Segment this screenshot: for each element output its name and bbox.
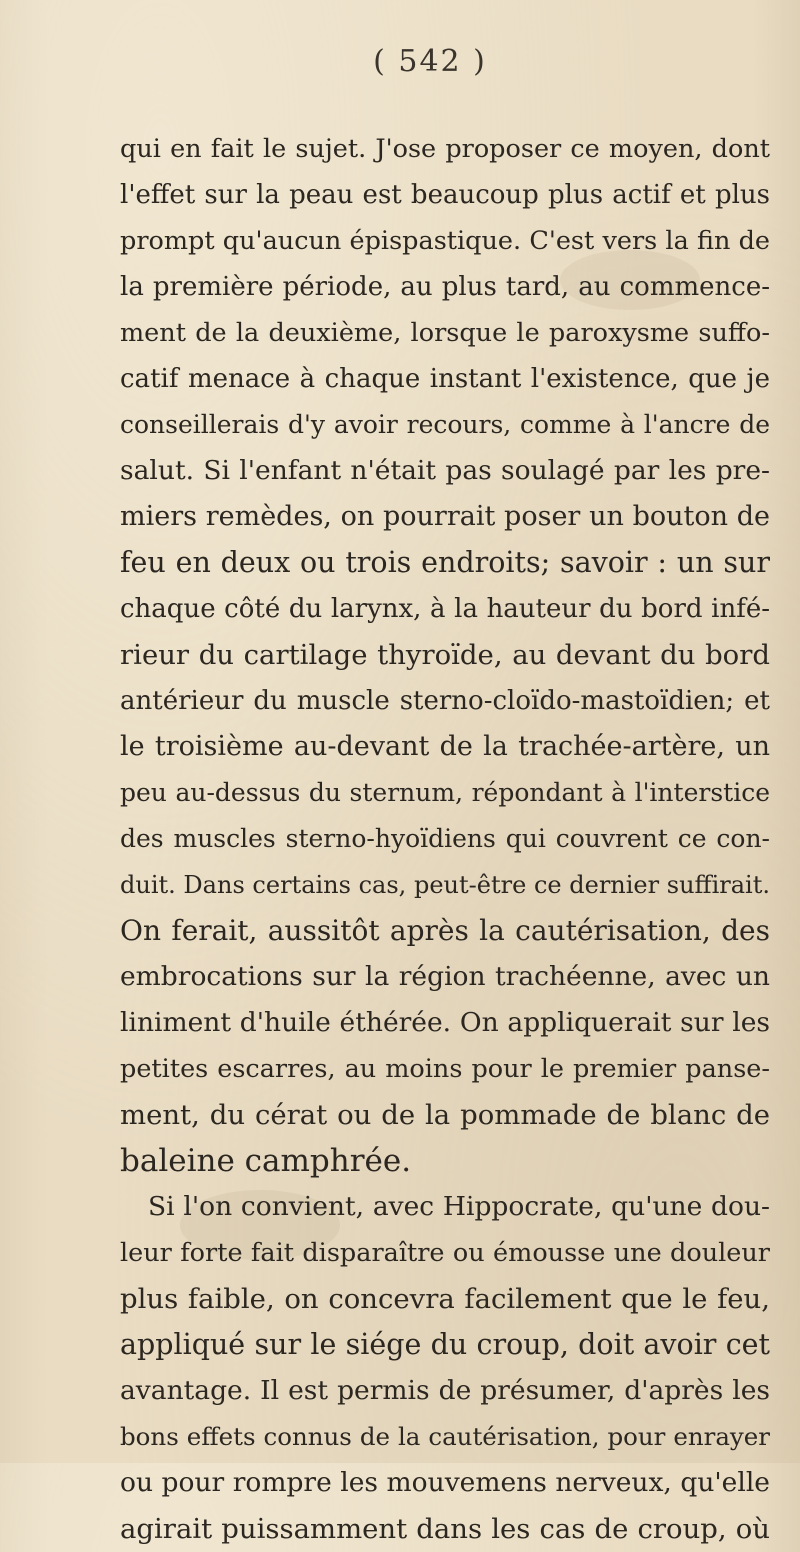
text-line: ou pour rompre les mouvemens nerveux, qu'elle: [120, 1467, 770, 1498]
text-line: avantage. Il est permis de présumer, d'après les: [120, 1375, 770, 1406]
text-line: bons effets connus de la cautérisation, pour enrayer: [120, 1422, 770, 1451]
text-line: antérieur du muscle sterno-cloïdo-mastoïdien; et: [120, 686, 770, 716]
text-line: leur forte fait disparaître ou émousse une douleur: [120, 1238, 770, 1268]
text-line: agirait puissamment dans les cas de croup, où: [120, 1513, 770, 1545]
text-line: plus faible, on concevra facilement que le feu,: [120, 1283, 770, 1315]
paragraph-end-line: baleine camphrée.: [120, 1143, 412, 1179]
text-line: qui en fait le sujet. J'ose proposer ce moyen, dont: [120, 134, 770, 164]
text-line: petites escarres, au moins pour le premier panse-: [120, 1054, 770, 1084]
text-line: le troisième au-devant de la trachée-artère, un: [120, 731, 770, 762]
text-line: duit. Dans certains cas, peut-être ce dernier suffirait.: [120, 871, 770, 899]
text-line: conseillerais d'y avoir recours, comme à l'ancre de: [120, 410, 770, 439]
paragraph-start-line: Si l'on convient, avec Hippocrate, qu'une dou-: [148, 1191, 770, 1222]
text-line: embrocations sur la région trachéenne, avec un: [120, 961, 770, 992]
text-line: appliqué sur le siége du croup, doit avoir cet: [120, 1328, 770, 1361]
text-line: des muscles sterno-hyoïdiens qui couvrent ce con-: [120, 824, 770, 853]
text-line: chaque côté du larynx, à la hauteur du bord infé-: [120, 594, 770, 624]
text-line: la première période, au plus tard, au commence-: [120, 272, 770, 302]
text-line: liniment d'huile éthérée. On appliquerait sur les: [120, 1007, 770, 1038]
text-line: miers remèdes, on pourrait poser un bouton de: [120, 501, 770, 532]
text-line: feu en deux ou trois endroits; savoir : un sur: [120, 546, 770, 579]
text-line: salut. Si l'enfant n'était pas soulagé par les pre-: [120, 455, 770, 486]
text-line: prompt qu'aucun épispastique. C'est vers la fin de: [120, 226, 770, 256]
page-number: ( 542 ): [373, 44, 487, 79]
text-line: peu au-dessus du sternum, répondant à l'interstice: [120, 778, 770, 807]
text-line: rieur du cartilage thyroïde, au devant du bord: [120, 639, 770, 671]
text-line: catif menace à chaque instant l'existence, que je: [120, 364, 770, 394]
text-line: ment de la deuxième, lorsque le paroxysme suffo-: [120, 318, 770, 348]
body-text: [120, 126, 770, 1552]
text-line: ment, du cérat ou de la pommade de blanc de: [120, 1099, 770, 1131]
text-line: On ferait, aussitôt après la cautérisation, des: [120, 914, 770, 947]
text-line: l'effet sur la peau est beaucoup plus actif et plus: [120, 180, 770, 210]
